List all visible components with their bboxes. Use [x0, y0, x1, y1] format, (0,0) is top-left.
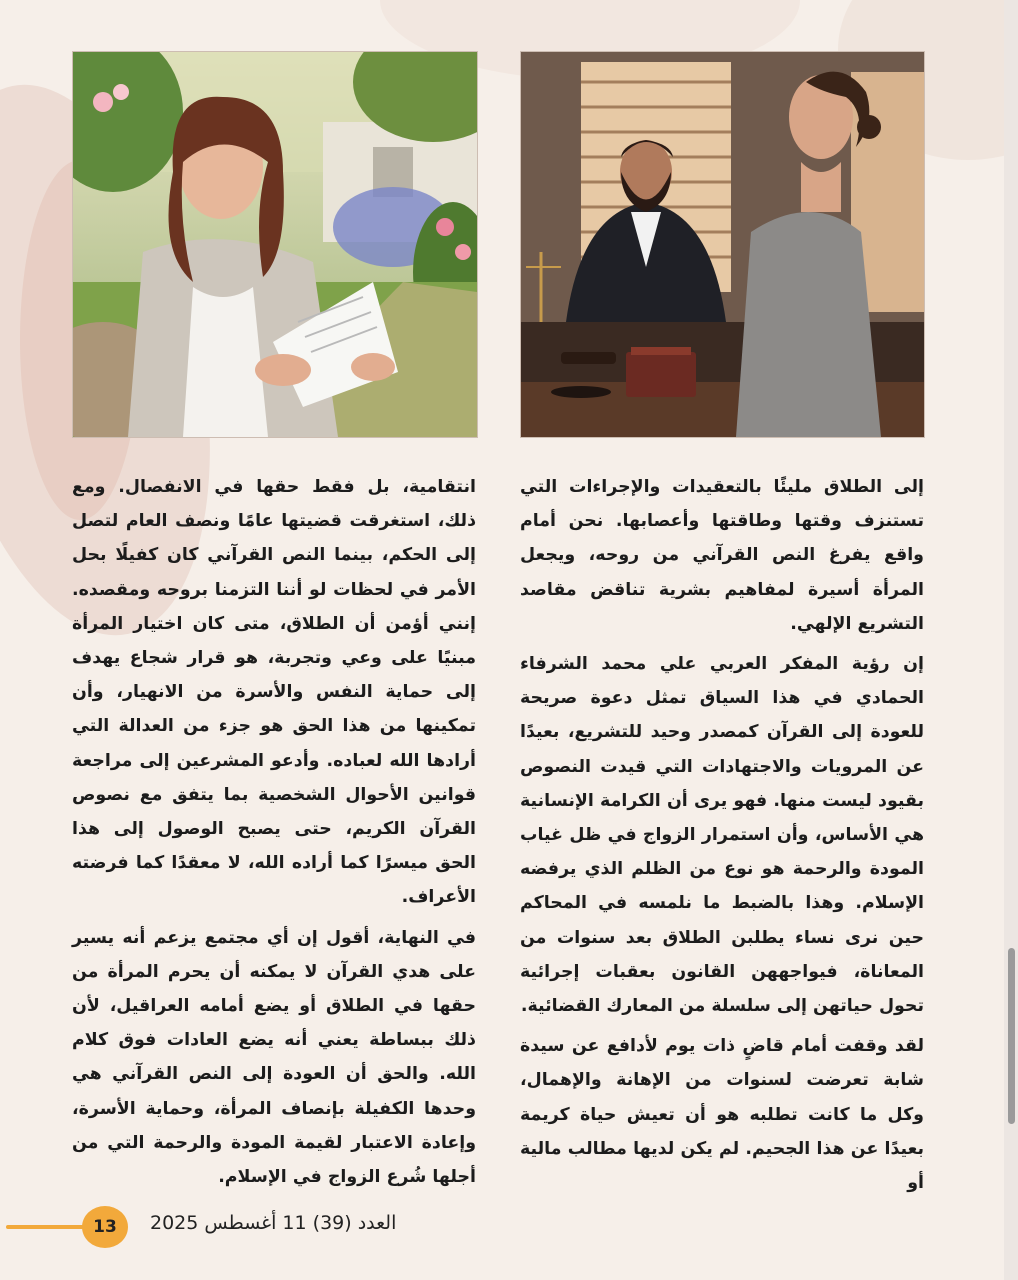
- paragraph: في النهاية، أقول إن أي مجتمع يزعم أنه يسير على هدي القرآن لا يمكنه أن يحرم المرأة من حقها في الطلاق أو يضع أمامه العراقيل، لأن ذلك ببساطة يعني أنه يضع العادات فوق كلام الله. والحق أن العودة إلى النص القرآني هي وحدها الكفيلة بإنصاف المرأة، وحماية الأسرة، وإعادة الاعتبار لقيمة المودة والرحمة التي من أجلها شُرع الزواج في الإسلام.: [72, 927, 476, 1188]
- scrollbar-thumb[interactable]: [1008, 948, 1015, 1124]
- paragraph: إلى الطلاق مليئًا بالتعقيدات والإجراءات التي تستنزف وقتها وطاقتها وأعصابها. نحن أمام واقع يفرغ النص القرآني من روحه، ويجعل المرأة أسيرة لمفاهيم بشرية تناقض مقاصد التشريع الإلهي.: [520, 477, 924, 634]
- footer-accent-line: [6, 1225, 84, 1229]
- article-column-right: [520, 470, 924, 1206]
- paragraph: لقد وقفت أمام قاضٍ ذات يوم لأدافع عن سيدة شابة تعرضت لسنوات من الإهانة والإهمال، وكل ما كانت تطلبه هو أن تعيش حياة كريمة بعيدًا عن هذا الجحيم. لم يكن لديها مطالب مالية أو: [520, 1036, 924, 1194]
- page-number: 13: [82, 1206, 128, 1248]
- woman-reading-letter-image: [72, 51, 478, 438]
- courtroom-judge-image: [520, 51, 925, 438]
- issue-info: العدد (39) 11 أغسطس 2025: [150, 1212, 397, 1234]
- article-column-left: [72, 470, 476, 1200]
- paragraph: إن رؤية المفكر العربي علي محمد الشرفاء الحمادي في هذا السياق تمثل دعوة صريحة للعودة إلى القرآن كمصدر وحيد للتشريع، بعيدًا عن المرويات والاجتهادات التي قيدت النصوص بقيود ليست منها. فهو يرى أن الكرامة الإنسانية هي الأساس، وأن استمرار الزواج في ظل غياب المودة والرحمة هو نوع من الظلم الذي يرفضه الإسلام. وهذا بالضبط ما نلمسه في المحاكم حين نرى نساء يطلبن الطلاق بعد سنوات من المعاناة، فيواجههن القانون بعقبات إجرائية تحول حياتهن إلى سلسلة من المعارك القضائية.: [520, 654, 924, 1017]
- paragraph: انتقامية، بل فقط حقها في الانفصال. ومع ذلك، استغرقت قضيتها عامًا ونصف العام لتصل إلى الحكم، بينما النص القرآني كان كفيلًا بحل الأمر في لحظات لو أننا التزمنا بروحه ومقصده. إنني أؤمن أن الطلاق، متى كان اختيار المرأة مبنيًا على وعي وتجربة، هو قرار شجاع يهدف إلى حماية النفس والأسرة من الانهيار، وأن تمكينها من هذا الحق هو جزء من العدالة التي أرادها الله لعباده. وأدعو المشرعين إلى مراجعة قوانين الأحوال الشخصية بما يتفق مع نصوص القرآن الكريم، حتى يصبح الوصول إلى هذا الحق ميسرًا كما أراده الله، لا معقدًا كما فرضته الأعراف.: [72, 477, 476, 908]
